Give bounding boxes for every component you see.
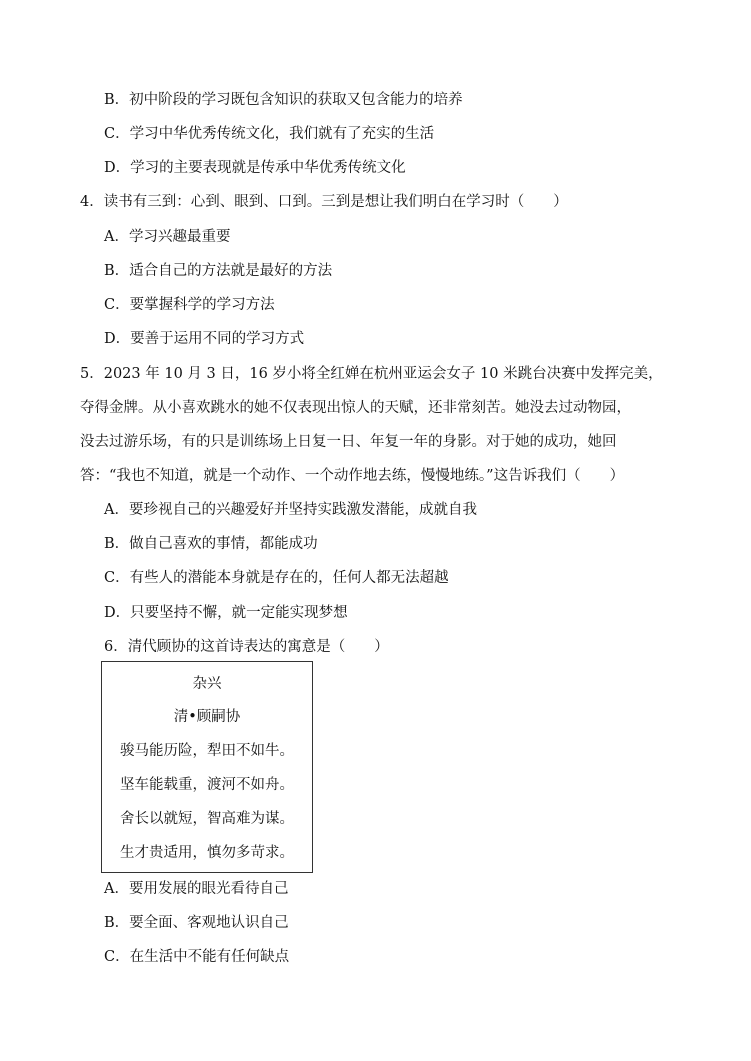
q5-stem-line4: 答：“我也不知道，就是一个动作、一个动作地去练，慢慢地练。”这告诉我们（ ） [80, 468, 625, 484]
poem-line-4: 生才贵适用，慎勿多苛求。 [120, 845, 294, 861]
q6-option-a: A．要用发展的眼光看待自己 [104, 881, 289, 897]
q6-option-b: B．要全面、客观地认识自己 [104, 915, 289, 931]
poem-author: 清•顾嗣协 [173, 709, 241, 725]
q5-option-d: D．只要坚持不懈，就一定能实现梦想 [104, 605, 348, 621]
q4-option-b: B．适合自己的方法就是最好的方法 [104, 263, 333, 279]
q5-option-c: C．有些人的潜能本身就是存在的，任何人都无法超越 [104, 570, 449, 586]
poem-title: 杂兴 [192, 676, 222, 692]
q3-option-c: C．学习中华优秀传统文化，我们就有了充实的生活 [104, 126, 435, 142]
q5-option-a: A．要珍视自己的兴趣爱好并坚持实践激发潜能，成就自我 [104, 502, 477, 518]
q4-option-a: A．学习兴趣最重要 [104, 229, 231, 245]
poem-line-1: 骏马能历险，犁田不如牛。 [120, 743, 294, 759]
poem-box [101, 661, 313, 873]
q3-option-b: B．初中阶段的学习既包含知识的获取又包含能力的培养 [104, 92, 463, 108]
q6-stem: 6．清代顾协的这首诗表达的寓意是（ ） [104, 639, 389, 655]
poem-line-2: 坚车能载重，渡河不如舟。 [120, 777, 294, 793]
poem-line-3: 舍长以就短，智高难为谋。 [120, 811, 294, 827]
q5-stem-line2: 夺得金牌。从小喜欢跳水的她不仅表现出惊人的天赋，还非常刻苦。她没去过动物园， [80, 400, 631, 416]
q4-stem: 4．读书有三到：心到、眼到、口到。三到是想让我们明白在学习时（ ） [80, 194, 568, 210]
q5-option-b: B．做自己喜欢的事情，都能成功 [104, 536, 318, 552]
q4-option-d: D．要善于运用不同的学习方式 [104, 331, 305, 347]
q6-option-c: C．在生活中不能有任何缺点 [104, 949, 290, 965]
q5-stem-line3: 没去过游乐场，有的只是训练场上日复一日、年复一年的身影。对于她的成功，她回 [80, 434, 617, 450]
q4-option-c: C．要掌握科学的学习方法 [104, 297, 275, 313]
q3-option-d: D．学习的主要表现就是传承中华优秀传统文化 [104, 160, 406, 176]
q5-stem-line1: 5．2023 年 10 月 3 日，16 岁小将全红婵在杭州亚运会女子 10 米跳台决赛中发挥完美， [80, 366, 663, 382]
